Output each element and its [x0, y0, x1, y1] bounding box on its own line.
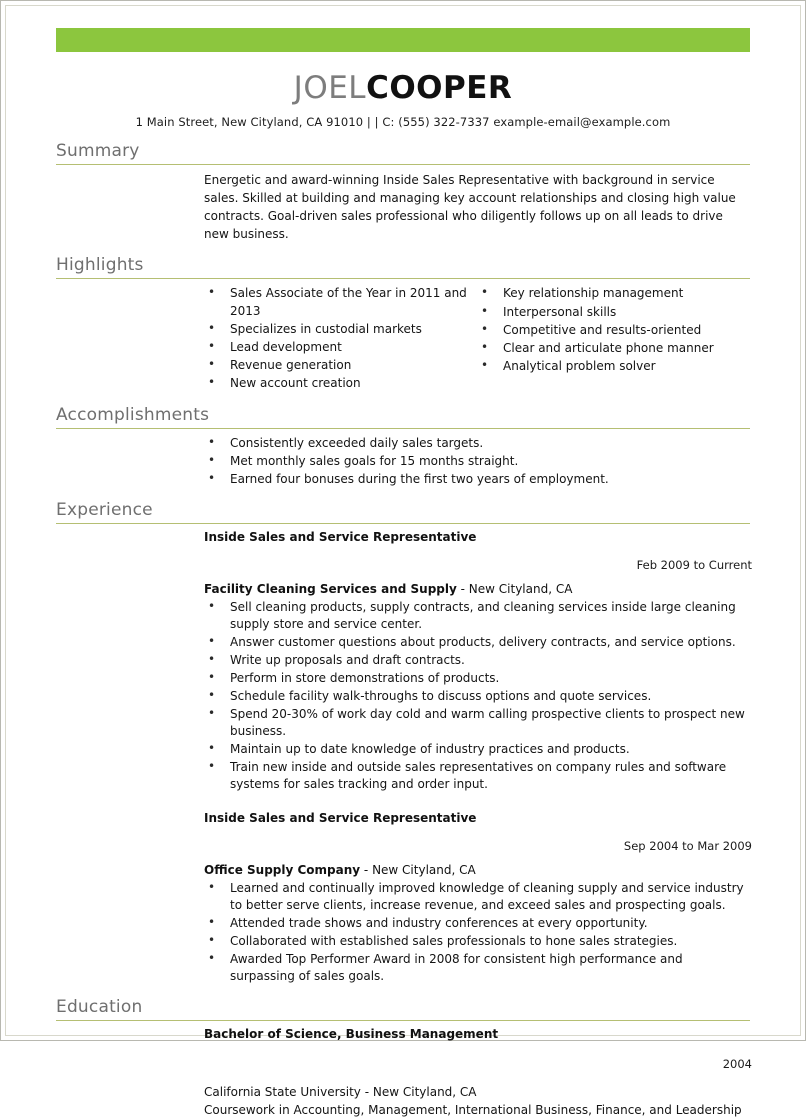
list-item: • Train new inside and outside sales representatives on company rules and software systems for sales tracking and order input. — [204, 759, 750, 793]
company-location: - New Cityland, CA — [360, 863, 476, 878]
highlights-left-column — [204, 285, 477, 392]
school-name: California State University - New Cityland, CA — [204, 1085, 477, 1100]
company-name: Facility Cleaning Services and Supply — [204, 581, 457, 596]
list-item: • Perform in store demonstrations of products. — [204, 670, 750, 687]
section-heading-summary: Summary — [56, 140, 140, 161]
highlights-right-list — [477, 285, 750, 374]
full-name — [56, 72, 750, 105]
list-item: • Sell cleaning products, supply contracts, and cleaning services inside large cleaning supply store and service center. — [204, 599, 750, 633]
highlights-columns — [56, 285, 750, 392]
list-item: • Answer customer questions about products, delivery contracts, and service options. — [204, 634, 750, 651]
section-heading-accomplishments: Accomplishments — [56, 404, 210, 425]
highlights-left-list — [204, 285, 477, 391]
list-item: • Specializes in custodial markets — [204, 321, 477, 338]
accomplishments-list — [204, 435, 750, 488]
list-item: • Competitive and results-oriented — [477, 322, 750, 339]
list-item: • Schedule facility walk-throughs to discuss options and quote services. — [204, 688, 750, 705]
graduation-year: 2004 — [722, 1057, 752, 1072]
header-green-banner — [56, 28, 750, 52]
section-rule — [56, 164, 750, 165]
first-name: JOEL — [293, 70, 367, 106]
accomplishments-body — [56, 435, 750, 488]
company-name: Office Supply Company — [204, 863, 361, 878]
section-rule — [56, 428, 750, 429]
job-duty-list — [204, 599, 750, 793]
degree-title: Bachelor of Science, Business Management — [204, 1027, 499, 1042]
section-rule — [56, 1020, 750, 1021]
section-accomplishments — [56, 405, 750, 488]
section-rule — [56, 278, 750, 279]
company-location: - New Cityland, CA — [456, 581, 573, 596]
list-item: • Awarded Top Performer Award in 2008 for consistent high performance and surpassing of sales goals. — [204, 951, 750, 985]
list-item: • Learned and continually improved knowledge of cleaning supply and service industry to better serve clients, increase revenue, and exceed sales and prospecting goals. — [204, 880, 750, 914]
experience-entry — [56, 811, 750, 985]
coursework-line: Coursework in Accounting, Management, International Business, Finance, and Leadership — [204, 1103, 742, 1118]
education-entry — [56, 1027, 750, 1119]
list-item: • Sales Associate of the Year in 2011 and 2013 — [204, 285, 477, 319]
list-item: • Revenue generation — [204, 357, 477, 374]
section-heading-highlights: Highlights — [56, 255, 144, 276]
page-frame — [5, 5, 801, 1118]
list-item: • Consistently exceeded daily sales targets. — [204, 435, 750, 452]
section-highlights — [56, 255, 750, 392]
job-title: Inside Sales and Service Representative — [204, 811, 477, 826]
list-item: • Collaborated with established sales professionals to hone sales strategies. — [204, 933, 750, 950]
experience-entry — [56, 530, 750, 793]
list-item: • Spend 20-30% of work day cold and warm calling prospective clients to prospect new business. — [204, 706, 750, 740]
section-education — [56, 997, 750, 1119]
list-item: • Lead development — [204, 339, 477, 356]
job-company-line — [204, 582, 750, 596]
section-rule — [56, 523, 750, 524]
contact-line: 1 Main Street, New Cityland, CA 91010 | | C: (555) 322-7337 example-email@example.com — [135, 114, 671, 129]
job-title: Inside Sales and Service Representative — [204, 529, 477, 544]
list-item: • Attended trade shows and industry conferences at every opportunity. — [204, 915, 750, 932]
list-item: • Key relationship management — [477, 285, 750, 302]
list-item: • Interpersonal skills — [477, 304, 750, 321]
job-duty-list — [204, 880, 750, 985]
list-item: • Analytical problem solver — [477, 358, 750, 375]
section-summary — [56, 141, 750, 244]
resume-content — [6, 6, 800, 1118]
job-company-line — [204, 863, 750, 877]
list-item: • Maintain up to date knowledge of industry practices and products. — [204, 741, 750, 758]
summary-body — [56, 171, 750, 244]
section-experience — [56, 500, 750, 986]
last-name: COOPER — [366, 70, 513, 106]
job-date-range: Feb 2009 to Current — [636, 557, 752, 572]
name-block — [56, 52, 750, 129]
list-item: • Clear and articulate phone manner — [477, 340, 750, 357]
highlights-right-column — [477, 285, 750, 392]
list-item: • Earned four bonuses during the first two years of employment. — [204, 471, 750, 488]
list-item: • Met monthly sales goals for 15 months straight. — [204, 453, 750, 470]
section-heading-education: Education — [56, 997, 143, 1018]
section-heading-experience: Experience — [56, 499, 153, 520]
entry-spacer — [56, 795, 750, 811]
list-item: • New account creation — [204, 375, 477, 392]
summary-paragraph: Energetic and award-winning Inside Sales Representative with background in service sales. Skilled at building and managing key account relationships and closing high value contracts. Goal-driven sales professional who diligently follows up on all leads to drive new business. — [204, 172, 736, 242]
job-date-range: Sep 2004 to Mar 2009 — [623, 839, 752, 854]
list-item: • Write up proposals and draft contracts. — [204, 652, 750, 669]
